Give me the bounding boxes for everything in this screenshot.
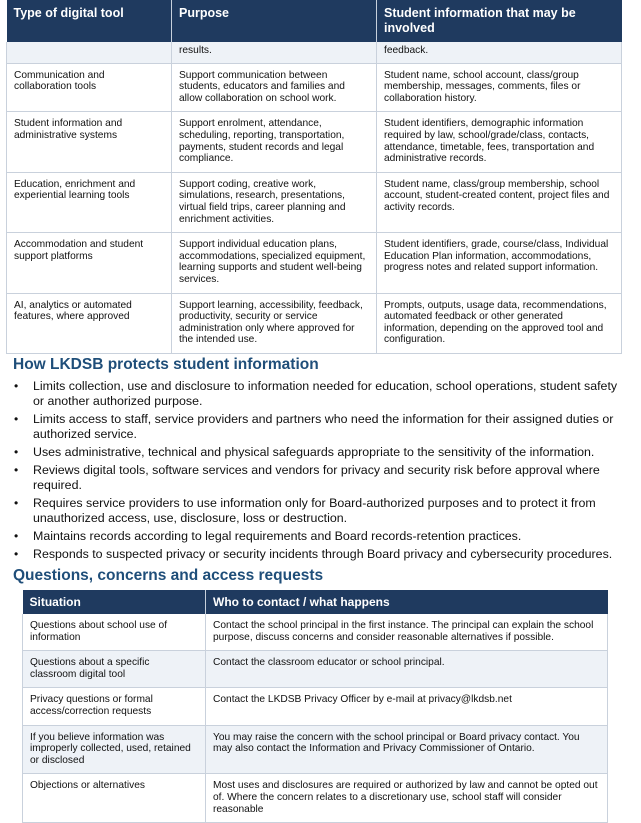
table-cell: Contact the school principal in the first instance. The principal can explain the school purpose, discuss concerns and consider reasonable alternatives if possible. [206,614,608,651]
protect-bullet-list [14,379,629,565]
list-item-text: Limits collection, use and disclosure to information needed for education, school operations, student safety or another authorized purpose. [33,379,618,408]
table-row [23,651,608,688]
table-cell: Contact the classroom educator or school principal. [206,651,608,688]
section-heading-questions: Questions, concerns and access requests [13,567,324,584]
digital-tools-table [6,0,622,354]
list-item [14,496,629,526]
table-row [7,293,622,353]
table-row [7,112,622,172]
table-cell: Accommodation and student support platforms [7,233,172,293]
list-item [14,445,629,460]
list-item-text: Reviews digital tools, software services and vendors for privacy and security risk before approval where required. [33,463,600,492]
table-cell: Student identifiers, demographic information required by law, school/grade/class, contacts, attendance, timetable, fees, transportation and administrative records. [377,112,622,172]
table-row [23,725,608,774]
table-header-row [7,0,622,42]
list-item-text: Responds to suspected privacy or security incidents through Board privacy and cybersecurity procedures. [33,547,613,561]
table-cell: Student identifiers, grade, course/class, Individual Education Plan information, accommodations, progress notes and related support information. [377,233,622,293]
list-item [14,379,629,409]
table-cell: Support coding, creative work, simulations, research, presentations, virtual field trips, career planning and enrichment activities. [172,172,377,232]
table-row [23,614,608,651]
column-header-situation: Situation [23,590,206,614]
table-cell: results. [172,42,377,63]
table-cell [7,42,172,63]
table-row [7,172,622,232]
table-cell: Support communication between students, educators and families and allow collaboration on school work. [172,63,377,112]
bullet-glyph: • [14,445,19,459]
table-cell: Privacy questions or formal access/correction requests [23,688,206,725]
table-row [23,774,608,823]
bullet-glyph: • [14,463,19,477]
column-header-student-info: Student information that may be involved [377,0,622,42]
section-heading-protect: How LKDSB protects student information [13,356,319,373]
list-item [14,463,629,493]
column-header-type: Type of digital tool [7,0,172,42]
table-cell: Support learning, accessibility, feedback, productivity, security or service administration only where approved for the intended use. [172,293,377,353]
table-cell: Objections or alternatives [23,774,206,823]
table-cell: Student name, class/group membership, school account, student-created content, project files and activity records. [377,172,622,232]
list-item [14,529,629,544]
bullet-glyph: • [14,496,19,510]
column-header-contact: Who to contact / what happens [206,590,608,614]
table-row [7,42,622,63]
list-item-text: Limits access to staff, service providers and partners who need the information for their assigned duties or authorized service. [33,412,614,441]
table-cell: If you believe information was improperly collected, used, retained or disclosed [23,725,206,774]
bullet-glyph: • [14,379,19,393]
table-cell: Education, enrichment and experiential learning tools [7,172,172,232]
table-cell: Most uses and disclosures are required or authorized by law and cannot be opted out of. Where the concern relates to a discretionary use, school staff will consider reasonable [206,774,608,823]
table-cell: Support individual education plans, accommodations, specialized equipment, learning supports and student well-being services. [172,233,377,293]
table-row [23,688,608,725]
table-header-row [23,590,608,614]
list-item [14,547,629,562]
contact-table [22,590,608,823]
table-cell: Student name, school account, class/group membership, messages, comments, files or collaboration history. [377,63,622,112]
table-cell: You may raise the concern with the school principal or Board privacy contact. You may also contact the Information and Privacy Commissioner of Ontario. [206,725,608,774]
column-header-purpose: Purpose [172,0,377,42]
table-row [7,233,622,293]
bullet-glyph: • [14,547,19,561]
table-row [7,63,622,112]
table-cell: feedback. [377,42,622,63]
list-item [14,412,629,442]
table-cell: Questions about school use of information [23,614,206,651]
list-item-text: Maintains records according to legal requirements and Board records-retention practices. [33,529,522,543]
list-item-text: Requires service providers to use information only for Board-authorized purposes and to protect it from unauthorized access, use, disclosure, loss or destruction. [33,496,596,525]
bullet-glyph: • [14,529,19,543]
table-cell: Support enrolment, attendance, scheduling, reporting, transportation, payments, student records and legal compliance. [172,112,377,172]
table-cell: Communication and collaboration tools [7,63,172,112]
table-cell: Contact the LKDSB Privacy Officer by e-mail at privacy@lkdsb.net [206,688,608,725]
list-item-text: Uses administrative, technical and physical safeguards appropriate to the sensitivity of the information. [33,445,595,459]
table-cell: AI, analytics or automated features, where approved [7,293,172,353]
table-cell: Questions about a specific classroom digital tool [23,651,206,688]
bullet-glyph: • [14,412,19,426]
table-cell: Student information and administrative systems [7,112,172,172]
table-cell: Prompts, outputs, usage data, recommendations, automated feedback or other generated information, depending on the approved tool and configuration. [377,293,622,353]
